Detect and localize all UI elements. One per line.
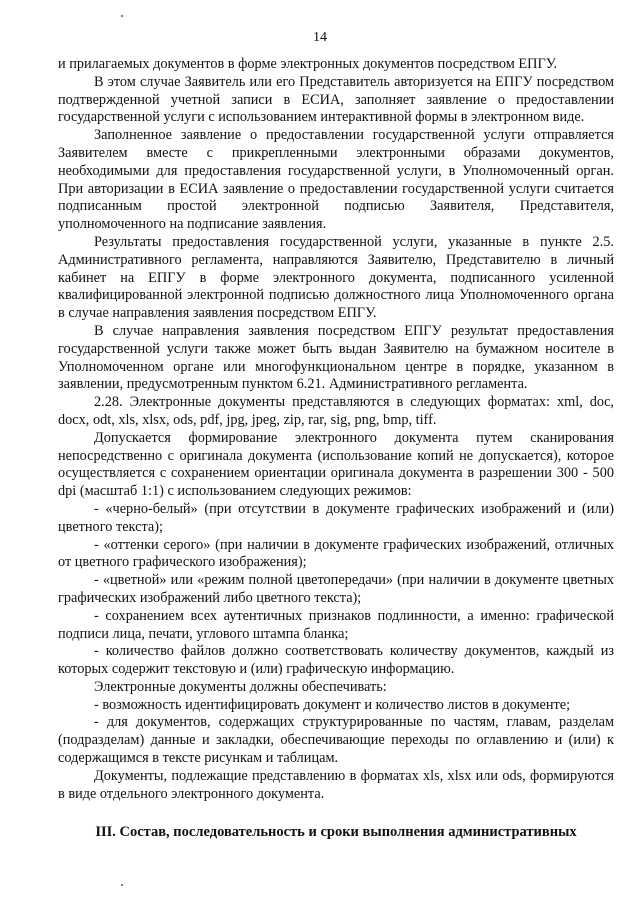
paragraph-paper-result: В случае направления заявления посредством ЕПГУ результат предоставления государственной услуги также может быть выдан Заявителю на бумажном носителе в Уполномоченном органе или многофункциональном центре в порядке, указанном в заявлении, предусмотренным пунктом 6.21. Административного регламента. xyxy=(58,322,614,393)
paragraph-spreadsheets: Документы, подлежащие представлению в форматах xls, xlsx или ods, формируются в виде отдельного электронного документа. xyxy=(58,767,614,802)
list-item-identify: - возможность идентифицировать документ и количество листов в документе; xyxy=(94,696,571,713)
list-item-color: - «цветной» или «режим полной цветопередачи» (при наличии в документе цветных графических изображений либо цветного текста); xyxy=(58,572,614,606)
paragraph-formats: 2.28. Электронные документы представляются в следующих форматах: xml, doc, docx, odt, xls, xlsx, ods, pdf, jpg, jpeg, zip, rar, sig, png, bmp, tiff. xyxy=(58,394,614,428)
page-number: 14 xyxy=(313,30,327,45)
paragraph-authorization: В этом случае Заявитель или его Представитель авторизуется на ЕПГУ посредством подтвержденной учетной записи в ЕСИА, заполняет заявление о предоставлении государственной услуги с использованием интерактивной формы в электронном виде. xyxy=(58,73,614,126)
page-body xyxy=(58,56,614,803)
paragraph-scanning: Допускается формирование электронного документа путем сканирования непосредственно с оригинала документа (использование копий не допускается), которое осуществляется с сохранением ориентации оригинала документа в разрешении 300 - 500 dpi (масштаб 1:1) с использованием следующих режимов: xyxy=(58,429,614,500)
list-item-grayscale: - «оттенки серого» (при наличии в документе графических изображений, отличных от цветного графического изображения); xyxy=(58,536,614,571)
paragraph-continuation: и прилагаемых документов в форме электронных документов посредством ЕПГУ. xyxy=(58,56,558,72)
scan-speck xyxy=(121,884,123,886)
scan-speck xyxy=(121,15,123,17)
list-item-file-count: - количество файлов должно соответствовать количеству документов, каждый из которых содержит текстовую и (или) графическую информацию. xyxy=(58,643,614,678)
list-item-structured: - для документов, содержащих структурированные по частям, главам, разделам (подразделам) данные и закладки, обеспечивающие переходы по оглавлению и (или) к содержащимся в тексте рисункам и таблицам. xyxy=(58,714,614,767)
paragraph-results: Результаты предоставления государственной услуги, указанные в пункте 2.5. Административного регламента, направляются Заявителю, Представителю в личный кабинет на ЕПГУ в форме электронного документа, подписанного усиленной квалифицированной электронной подписью должностного лица Уполномоченного органа в случае направления заявления посредством ЕПГУ. xyxy=(58,233,614,322)
paragraph-submission: Заполненное заявление о предоставлении государственной услуги отправляется Заявителем вместе с прикрепленными электронными образами документов, необходимыми для предоставления государственной услуги, в Уполномоченный орган. При авторизации в ЕСИА заявление о предоставлении государственной услуги считается подписанным простой электронной подписью Заявителя, Представителя, уполномоченного на подписание заявления. xyxy=(58,127,614,233)
section-heading: III. Состав, последовательность и сроки выполнения административных xyxy=(95,824,577,840)
paragraph-requirements: Электронные документы должны обеспечивать: xyxy=(94,678,387,695)
list-item-black-white: - «черно-белый» (при отсутствии в документе графических изображений и (или) цветного текста); xyxy=(58,500,614,535)
list-item-authenticity: - сохранением всех аутентичных признаков подлинности, а именно: графической подписи лица, печати, углового штампа бланка; xyxy=(58,607,614,642)
